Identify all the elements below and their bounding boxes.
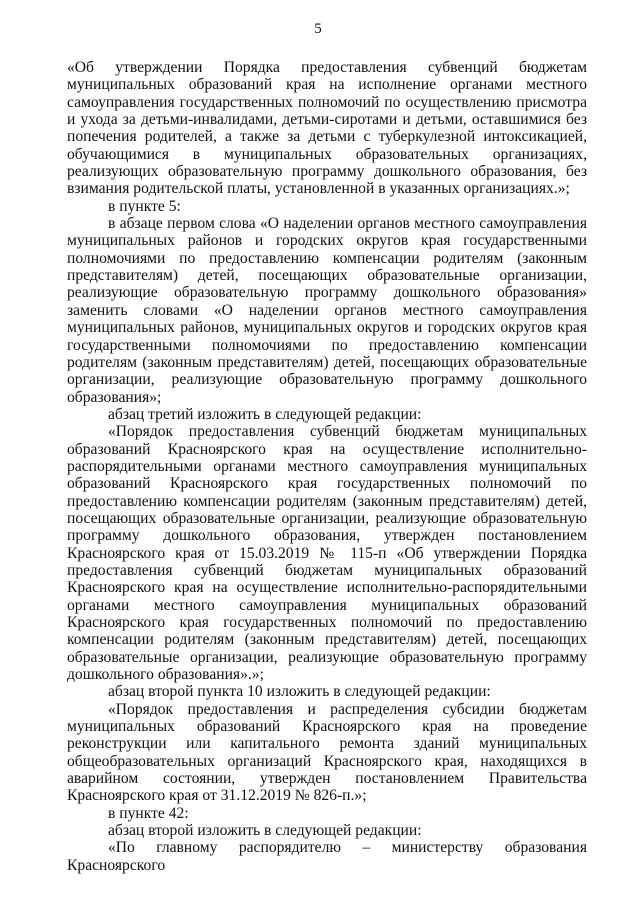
paragraph: в пункте 5: [108, 197, 181, 215]
page-number: 5 [314, 21, 322, 37]
paragraph: «Об утверждении Порядка предоставления субвенций бюджетам муниципальных образований края на исполнение органами местного самоуправления государственных полномочий по осуществлению присмотра и ухода за детьми-инвалидами, детьми-сиротами и детьми, оставшимися без попечения родителей, а также за детьми с туберкулезной интоксикацией, обучающимися в муниципальных образовательных организациях, реализующих образовательную программу дошкольного образования, без взимания родительской платы, установленной в указанных организациях.»; [67, 59, 587, 198]
paragraph: «Порядок предоставления и распределения субсидии бюджетам муниципальных образований Красноярского края на проведение реконструкции или капитального ремонта зданий муниципальных общеобразовательных организаций Красноярского края, находящихся в аварийном состоянии, утвержден постановлением Правительства Красноярского края от 31.12.2019 № 826-п.»; [67, 700, 587, 805]
paragraph: абзац второй пункта 10 изложить в следующей редакции: [108, 683, 491, 701]
paragraph: «Порядок предоставления субвенций бюджетам муниципальных образований Красноярского края на осуществление исполнительно-распорядительными органами местного самоуправления муниципальных образований Красноярского края государственных полномочий по предоставлению компенсации родителям (законным представителям) детей, посещающих образовательные организации, реализующие образовательную программу дошкольного образования, утвержден постановлением Красноярского края от 15.03.2019 № 115-п «Об утверждении Порядка предоставления субвенций бюджетам муниципальных образований Красноярского края на осуществление исполнительно-распорядительными органами местного самоуправления муниципальных образований Красноярского края государственных полномочий по предоставлению компенсации родителям (законным представителям) детей, посещающих образовательные организации, реализующие образовательную программу дошкольного образования».»; [67, 423, 587, 684]
paragraph: абзац второй изложить в следующей редакции: [108, 822, 422, 840]
paragraph: «По главному распорядителю – министерству образования Красноярского [67, 839, 587, 874]
paragraph: в пункте 42: [108, 804, 189, 822]
paragraph: в абзаце первом слова «О наделении органов местного самоуправления муниципальных районов и городских округов края государственными полномочиями по предоставлению компенсации родителям (законным представителям) детей, посещающих образовательные организации, реализующие образовательную программу дошкольного образования» заменить словами «О наделении органов местного самоуправления муниципальных районов, муниципальных округов и городских округов края государственными полномочиями по предоставлению компенсации родителям (законным представителям) детей, посещающих образовательные организации, реализующие образовательную программу дошкольного образования»; [67, 215, 587, 406]
document-body [67, 59, 587, 874]
paragraph: абзац третий изложить в следующей редакции: [108, 405, 422, 423]
